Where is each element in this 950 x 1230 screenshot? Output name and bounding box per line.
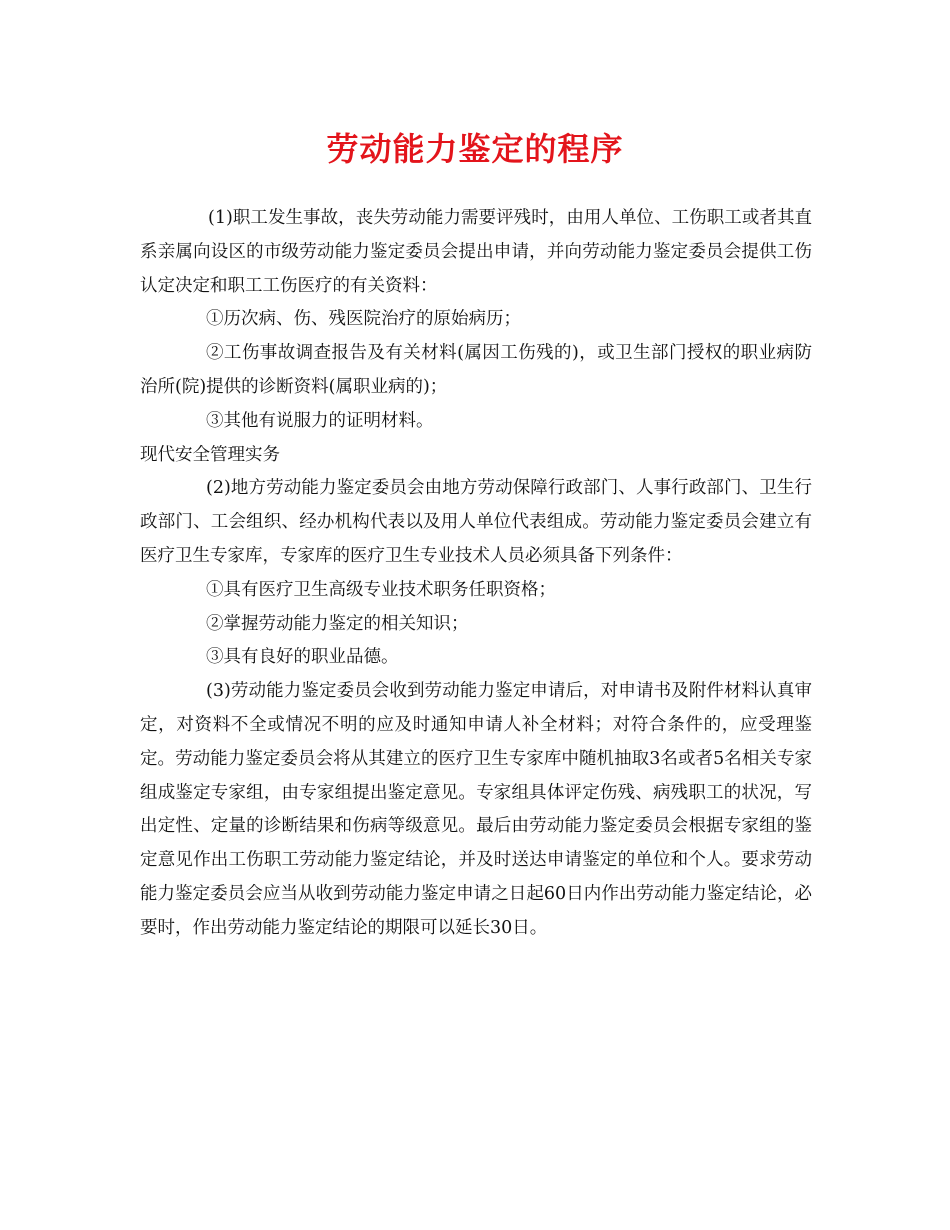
paragraph-2: (2)地方劳动能力鉴定委员会由地方劳动保障行政部门、人事行政部门、卫生行政部门、工会组织、经办机构代表以及用人单位代表组成。劳动能力鉴定委员会建立有医疗卫生专家库，专家库的医疗卫生专业技术人员必须具备下列条件： (140, 478, 812, 566)
list-item-other-evidence: ③其他有说服力的证明材料。 (206, 410, 434, 431)
list-item-medical-records: ①历次病、伤、残医院治疗的原始病历； (206, 309, 521, 330)
list-item-knowledge: ②掌握劳动能力鉴定的相关知识； (206, 613, 469, 634)
paragraph-1: (1)职工发生事故，丧失劳动能力需要评残时，由用人单位、工伤职工或者其直系亲属向设区的市级劳动能力鉴定委员会提出申请，并向劳动能力鉴定委员会提供工伤认定决定和职工工伤医疗的有关资料： (140, 208, 812, 296)
document-title: 劳动能力鉴定的程序 (326, 130, 624, 168)
document-body (140, 202, 812, 946)
paragraph-3: (3)劳动能力鉴定委员会收到劳动能力鉴定申请后，对申请书及附件材料认真审定，对资料不全或情况不明的应及时通知申请人补全材料；对符合条件的，应受理鉴定。劳动能力鉴定委员会将从其建立的医疗卫生专家库中随机抽取3名或者5名相关专家组成鉴定专家组，由专家组提出鉴定意见。专家组具体评定伤残、病残职工的状况，写出定性、定量的诊断结果和伤病等级意见。最后由劳动能力鉴定委员会根据专家组的鉴定意见作出工伤职工劳动能力鉴定结论，并及时送达申请鉴定的单位和个人。要求劳动能力鉴定委员会应当从收到劳动能力鉴定申请之日起60日内作出劳动能力鉴定结论，必要时，作出劳动能力鉴定结论的期限可以延长30日。 (140, 681, 812, 938)
section-label: 现代安全管理实务 (140, 444, 280, 465)
list-item-qualification: ①具有医疗卫生高级专业技术职务任职资格； (206, 579, 556, 600)
list-item-accident-report: ②工伤事故调查报告及有关材料(属因工伤残的)，或卫生部门授权的职业病防治所(院)提供的诊断资料(属职业病的)； (140, 343, 812, 397)
list-item-ethics: ③具有良好的职业品德。 (206, 647, 399, 668)
